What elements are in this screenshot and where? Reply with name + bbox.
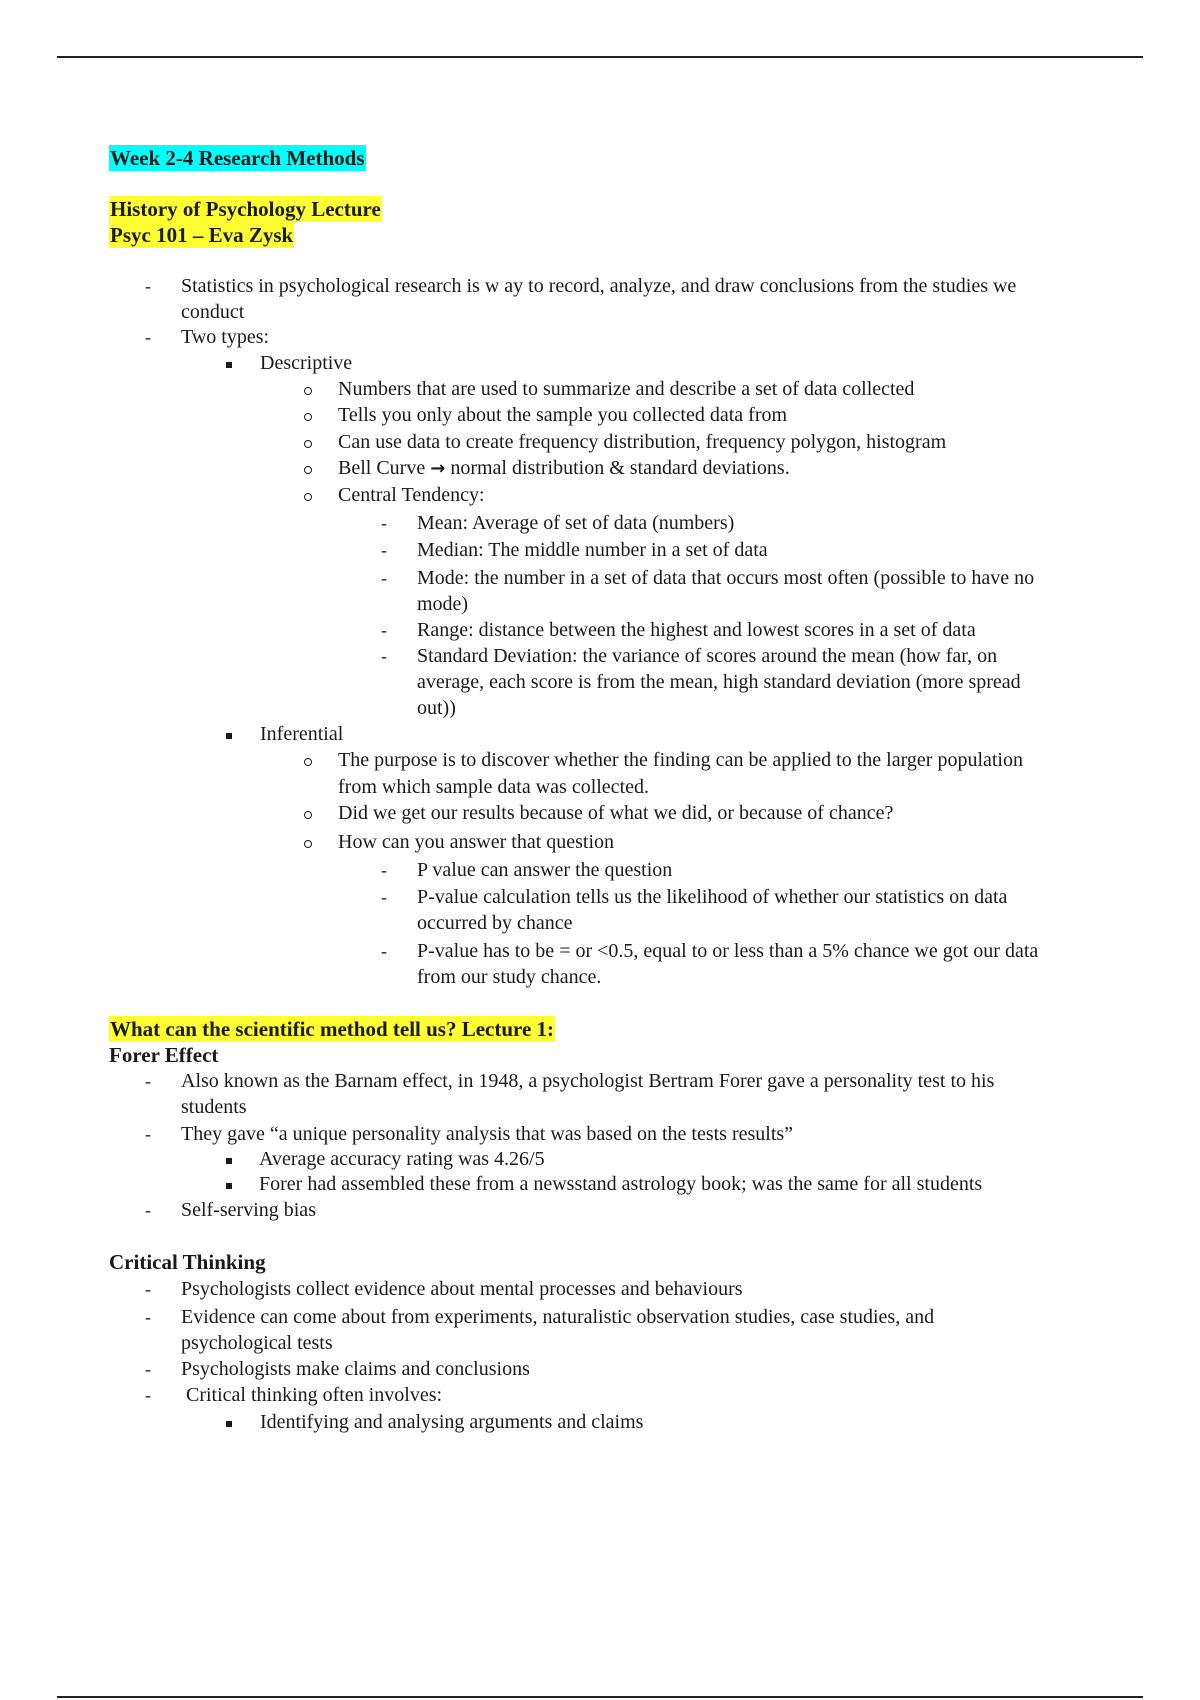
- sd-item: Standard Deviation: the variance of scores around the mean (how far, on: [417, 645, 998, 667]
- forer-sub-item: Forer had assembled these from a newsstand astrology book; was the same for all students: [259, 1173, 983, 1195]
- forer-item: Also known as the Barnam effect, in 1948, a psychologist Bertram Forer gave a personality test to his: [181, 1070, 995, 1092]
- dash-marker: -: [381, 646, 387, 666]
- square-bullet-icon: [226, 720, 232, 746]
- critical-sub-item: Identifying and analysing arguments and claims: [260, 1411, 644, 1433]
- forer-item: Self-serving bias: [181, 1199, 316, 1221]
- central-tendency: Central Tendency:: [338, 484, 485, 506]
- dash-marker: -: [381, 540, 387, 560]
- dash-marker: -: [381, 568, 387, 588]
- statistics-intro: Statistics in psychological research is w ay to record, analyze, and draw conclusions from the studies we: [181, 275, 1017, 297]
- dash-marker: -: [381, 513, 387, 533]
- list-item: Numbers that are used to summarize and describe a set of data collected: [338, 378, 915, 400]
- descriptive-label: Descriptive: [260, 352, 353, 374]
- circle-bullet-icon: [304, 800, 312, 826]
- forer-item: They gave “a unique personality analysis that was based on the tests results”: [181, 1123, 794, 1145]
- purpose-item-cont: from which sample data was collected.: [338, 776, 649, 798]
- dash-marker: -: [145, 1279, 151, 1299]
- critical-item: Evidence can come about from experiments, naturalistic observation studies, case studies, and: [181, 1306, 935, 1328]
- forer-item-cont: students: [181, 1096, 247, 1118]
- square-bullet-icon: [226, 1408, 232, 1434]
- chance-item: Did we get our results because of what we did, or because of chance?: [338, 802, 894, 824]
- week-title: Week 2-4 Research Methods: [110, 146, 365, 170]
- sd-item-cont: average, each score is from the mean, high standard deviation (more spread: [417, 671, 1021, 693]
- circle-bullet-icon: [304, 429, 312, 455]
- bottom-rule: [57, 1696, 1143, 1698]
- p-value-item-cont: occurred by chance: [417, 912, 573, 934]
- top-rule: [57, 56, 1143, 58]
- scientific-method-heading: What can the scientific method tell us? Lecture 1:: [110, 1017, 555, 1041]
- dash-marker: -: [381, 620, 387, 640]
- bell-curve-desc: normal distribution & standard deviations.: [450, 457, 790, 479]
- arrow-right-icon: →: [430, 458, 446, 479]
- circle-bullet-icon: [304, 376, 312, 402]
- course-title: Psyc 101 – Eva Zysk: [110, 223, 294, 247]
- how-item: How can you answer that question: [338, 831, 615, 853]
- square-bullet-icon: [226, 1145, 232, 1171]
- mode-item-cont: mode): [417, 593, 469, 615]
- inferential-label: Inferential: [260, 723, 344, 745]
- two-types: Two types:: [181, 326, 270, 348]
- forer-sub-item: Average accuracy rating was 4.26/5: [259, 1148, 545, 1170]
- dash-marker: -: [381, 860, 387, 880]
- p-value-item: P-value calculation tells us the likelihood of whether our statistics on data: [417, 886, 1008, 908]
- mean-item: Mean: Average of set of data (numbers): [417, 512, 735, 534]
- critical-item-cont: psychological tests: [181, 1332, 333, 1354]
- purpose-item: The purpose is to discover whether the finding can be applied to the larger population: [338, 749, 1023, 771]
- dash-marker: -: [381, 941, 387, 961]
- dash-marker: -: [145, 1359, 151, 1379]
- dash-marker: -: [145, 1200, 151, 1220]
- sd-item-cont: out)): [417, 697, 456, 719]
- list-item: Can use data to create frequency distribution, frequency polygon, histogram: [338, 431, 947, 453]
- p-value-item: P-value has to be = or <0.5, equal to or less than a 5% chance we got our data: [417, 940, 1039, 962]
- list-item: Tells you only about the sample you collected data from: [338, 404, 788, 426]
- circle-bullet-icon: [304, 829, 312, 855]
- dash-marker: -: [145, 1124, 151, 1144]
- circle-bullet-icon: [304, 402, 312, 428]
- square-bullet-icon: [226, 1170, 232, 1196]
- square-bullet-icon: [226, 349, 232, 375]
- dash-marker: -: [145, 1307, 151, 1327]
- lecture-title: History of Psychology Lecture: [110, 197, 381, 221]
- range-item: Range: distance between the highest and lowest scores in a set of data: [417, 619, 976, 641]
- p-value-item-cont: from our study chance.: [417, 966, 602, 988]
- dash-marker: -: [145, 1071, 151, 1091]
- critical-thinking-title: Critical Thinking: [109, 1250, 266, 1274]
- p-value-item: P value can answer the question: [417, 859, 673, 881]
- median-item: Median: The middle number in a set of data: [417, 539, 768, 561]
- critical-item: Psychologists make claims and conclusions: [181, 1358, 530, 1380]
- dash-marker: -: [145, 327, 151, 347]
- bell-curve-term: Bell Curve: [338, 457, 426, 479]
- circle-bullet-icon: [304, 747, 312, 773]
- circle-bullet-icon: [304, 482, 312, 508]
- critical-item: Psychologists collect evidence about mental processes and behaviours: [181, 1278, 743, 1300]
- critical-item: Critical thinking often involves:: [181, 1384, 443, 1406]
- dash-marker: -: [145, 1385, 151, 1405]
- bell-curve-item: [338, 455, 790, 482]
- forer-effect-title: Forer Effect: [109, 1043, 219, 1067]
- statistics-intro-cont: conduct: [181, 301, 245, 323]
- dash-marker: -: [145, 276, 151, 296]
- mode-item: Mode: the number in a set of data that occurs most often (possible to have no: [417, 567, 1035, 589]
- circle-bullet-icon: [304, 455, 312, 481]
- dash-marker: -: [381, 887, 387, 907]
